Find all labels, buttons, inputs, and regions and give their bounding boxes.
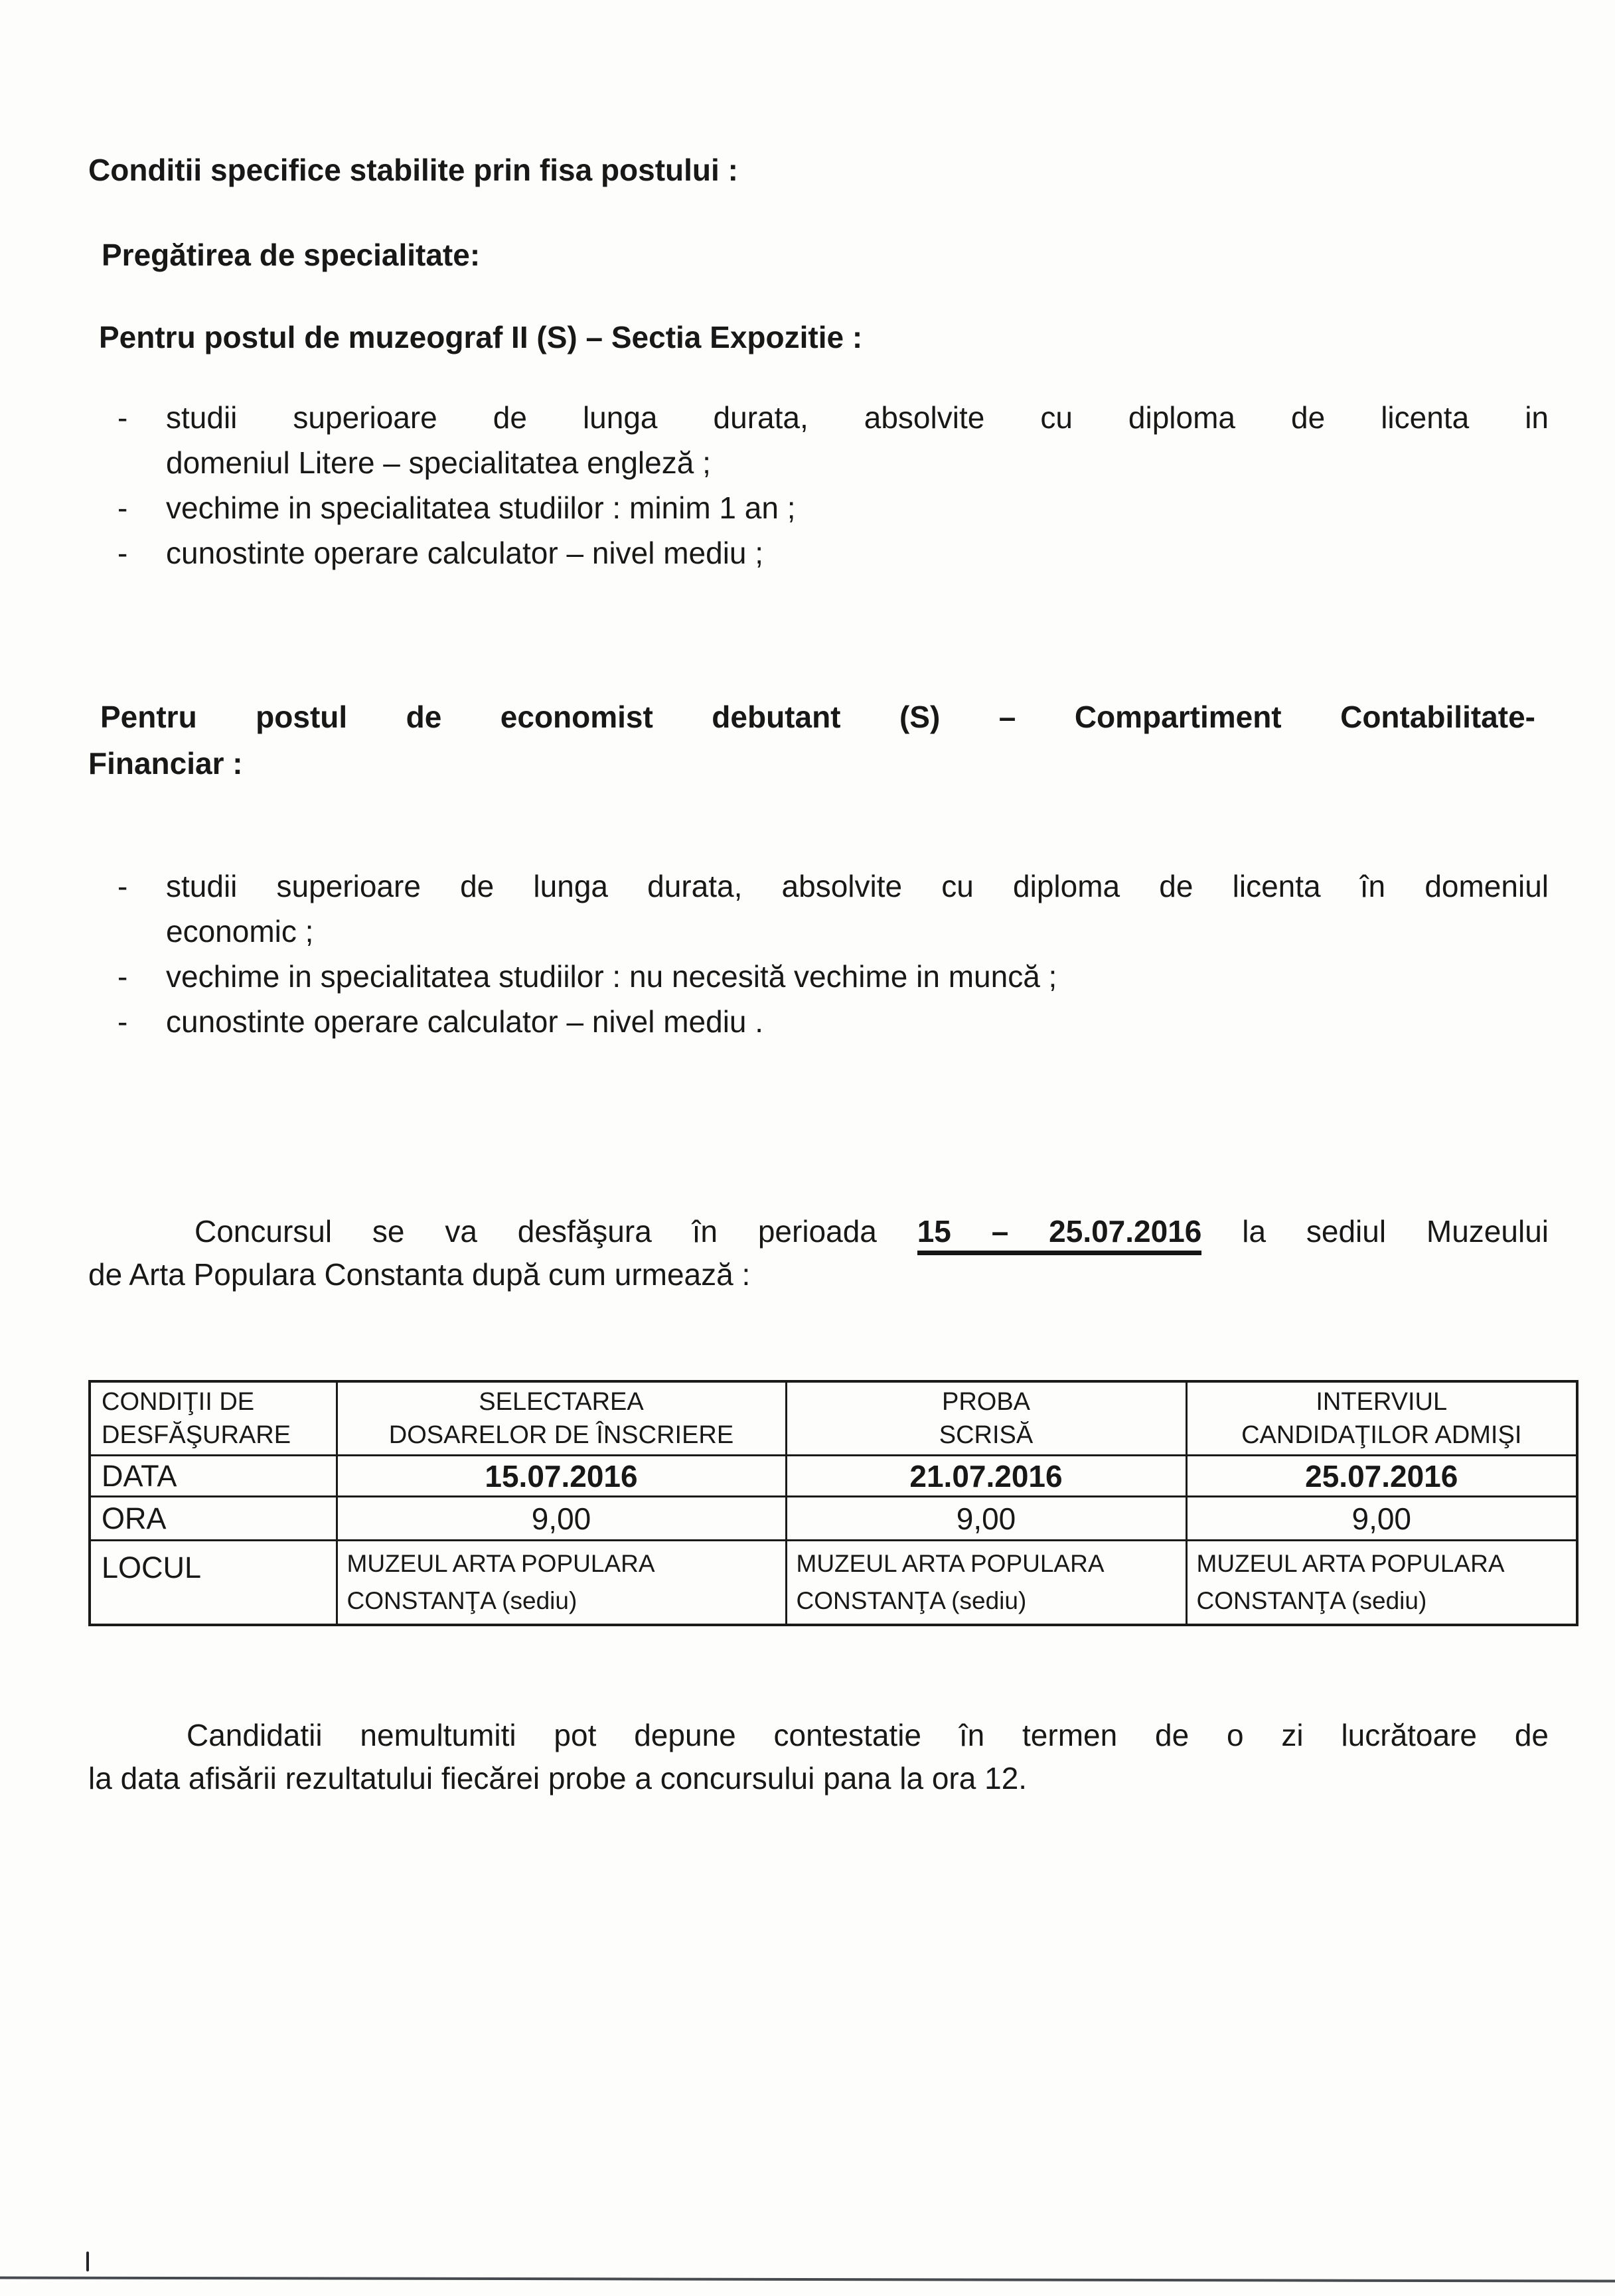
bullet-dash-marker: - (117, 869, 128, 903)
place-line: MUZEUL ARTA POPULARA (1196, 1550, 1505, 1577)
list-item-line: studii superioare de lunga durata, absolvite cu diploma de licenta în domeniul (166, 869, 1549, 903)
paragraph-line: Candidatii nemultumiti pot depune contestatie în termen de o zi lucrătoare de (187, 1718, 1549, 1752)
place-line: CONSTANŢA (sediu) (1196, 1587, 1427, 1614)
list-item-text: cunostinte operare calculator – nivel mediu ; (166, 536, 764, 570)
table-header-row (90, 1381, 1577, 1456)
table-row-place (90, 1541, 1577, 1626)
competition-period: 15 – 25.07.2016 (917, 1214, 1202, 1255)
list-item-text: vechime in specialitatea studiilor : minim 1 an ; (166, 491, 796, 525)
schedule-table (88, 1380, 1578, 1626)
list-item (88, 954, 1549, 999)
heading-muzeograf-post: Pentru postul de muzeograf II (S) – Sectia Expozitie : (99, 320, 863, 354)
scan-artifact-tick (86, 2252, 89, 2271)
header-line: SELECTAREA (479, 1388, 644, 1416)
header-line: INTERVIUL (1316, 1388, 1448, 1416)
heading-specialty-training: Pregătirea de specialitate: (102, 238, 481, 272)
place-line: MUZEUL ARTA POPULARA (346, 1550, 655, 1577)
list-item (88, 864, 1549, 954)
bullet-dash-marker: - (117, 491, 128, 525)
place-cell (337, 1541, 786, 1626)
header-cell-conditions (90, 1381, 337, 1456)
place-line: MUZEUL ARTA POPULARA (796, 1550, 1105, 1577)
hour-cell: 9,00 (337, 1497, 786, 1541)
list-item-line: economic ; (166, 914, 314, 949)
header-cell-written-test (786, 1381, 1186, 1456)
row-label-hour: ORA (90, 1497, 337, 1541)
list-item (88, 485, 1549, 530)
economist-requirements-list (88, 864, 1549, 1044)
header-line: CANDIDAŢILOR ADMIŞI (1241, 1421, 1522, 1449)
muzeograf-requirements-list (88, 395, 1549, 575)
list-item-text (166, 395, 1549, 485)
intro-text-before: Concursul se va desfăşura în perioada (194, 1214, 917, 1249)
paragraph-line: la data afisării rezultatului fiecărei probe a concursului pana la ora 12. (88, 1761, 1028, 1796)
row-label-date: DATA (90, 1456, 337, 1497)
header-cell-selection (337, 1381, 786, 1456)
table-row-hour (90, 1497, 1577, 1541)
heading-economist-post (88, 694, 1535, 787)
table-row-date (90, 1456, 1577, 1497)
hour-cell: 9,00 (1186, 1497, 1577, 1541)
list-item-text: vechime in specialitatea studiilor : nu necesită vechime in muncă ; (166, 959, 1057, 994)
row-label-place: LOCUL (90, 1541, 337, 1626)
intro-text-after: la sediul Muzeului (1201, 1214, 1549, 1249)
header-cell-interview (1186, 1381, 1577, 1456)
list-item (88, 999, 1549, 1044)
place-cell (1186, 1541, 1577, 1626)
bullet-dash-marker: - (117, 400, 128, 435)
hour-cell: 9,00 (786, 1497, 1186, 1541)
heading-specific-conditions: Conditii specifice stabilite prin fisa postului : (88, 153, 738, 187)
list-item (88, 530, 1549, 575)
scan-artifact-bottom-line (0, 2276, 1615, 2282)
header-line: PROBA (941, 1388, 1031, 1416)
header-line: SCRISĂ (939, 1421, 1034, 1449)
bullet-dash-marker: - (117, 959, 128, 994)
list-item (88, 395, 1549, 485)
date-cell: 25.07.2016 (1186, 1456, 1577, 1497)
paragraph-line: de Arta Populara Constanta după cum urmează : (88, 1257, 751, 1292)
header-line: DESFĂŞURARE (102, 1421, 291, 1449)
header-line: CONDIŢII DE (102, 1388, 255, 1416)
contestation-paragraph (88, 1714, 1549, 1800)
list-item-line: domeniul Litere – specialitatea engleză ; (166, 445, 711, 480)
list-item-text (166, 864, 1549, 954)
list-item-text: cunostinte operare calculator – nivel mediu . (166, 1004, 764, 1039)
place-line: CONSTANŢA (sediu) (346, 1587, 577, 1614)
place-line: CONSTANŢA (sediu) (796, 1587, 1027, 1614)
schedule-intro-paragraph (88, 1210, 1549, 1296)
heading-line: Pentru postul de economist debutant (S) – Compartiment Contabilitate- (100, 700, 1535, 734)
place-cell (786, 1541, 1186, 1626)
header-line: DOSARELOR DE ÎNSCRIERE (388, 1421, 734, 1449)
bullet-dash-marker: - (117, 1004, 128, 1039)
date-cell: 21.07.2016 (786, 1456, 1186, 1497)
heading-line: Financiar : (88, 746, 243, 781)
date-cell: 15.07.2016 (337, 1456, 786, 1497)
document-content (88, 0, 1549, 1800)
paragraph-line (88, 1210, 1549, 1253)
bullet-dash-marker: - (117, 536, 128, 570)
list-item-line: studii superioare de lunga durata, absolvite cu diploma de licenta in (166, 400, 1549, 435)
